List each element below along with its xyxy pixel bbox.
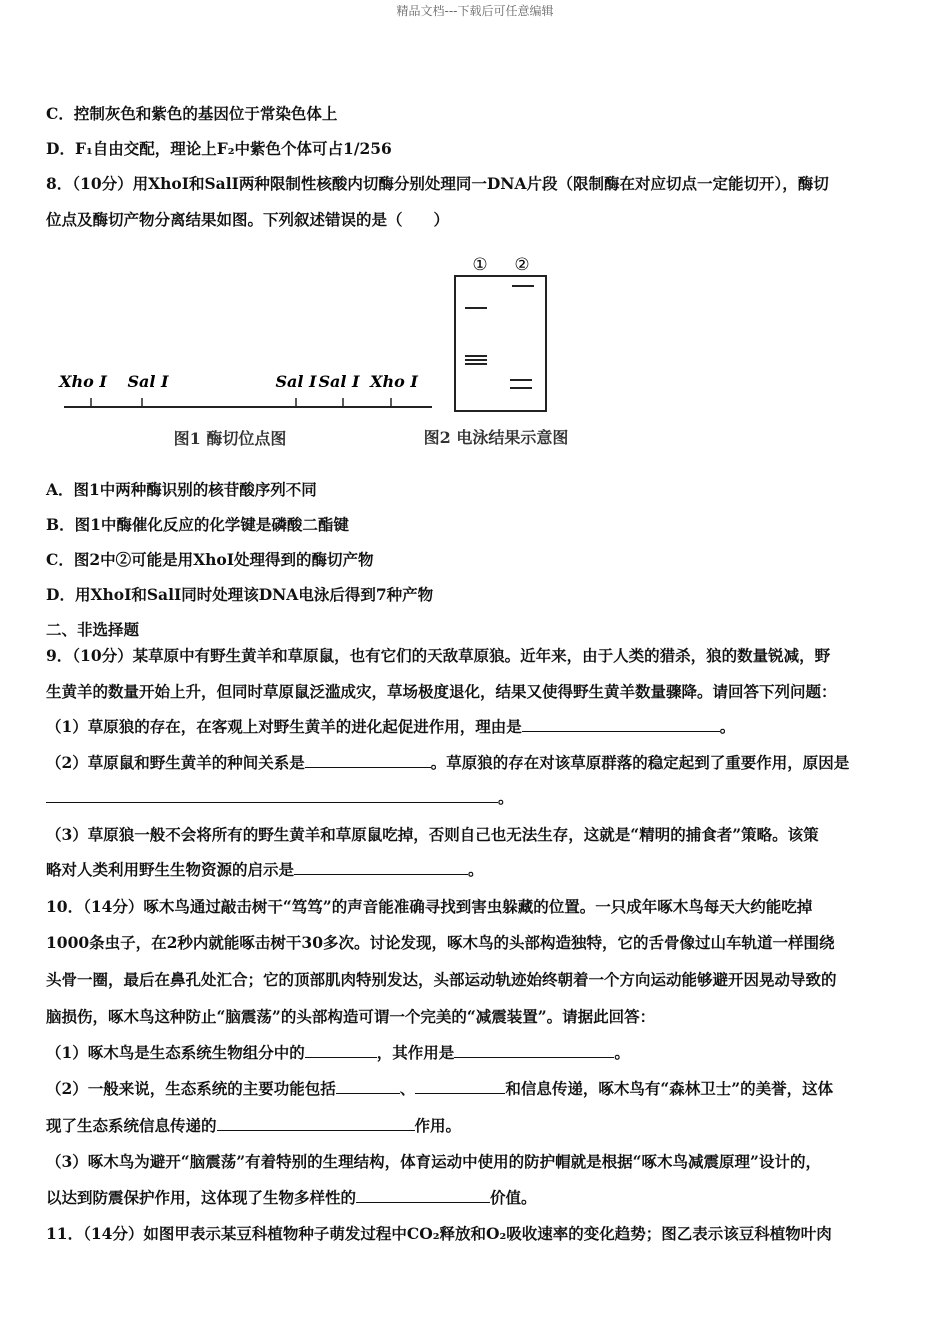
q9-part1: （1）草原狼的存在，在客观上对野生黄羊的进化起促进作用，理由是 。	[46, 717, 736, 736]
q9-stem-line2: 生黄羊的数量开始上升，但同时草原鼠泛滥成灾，草场极度退化，结果又使得野生黄羊数量骤降。请回答下列问题：	[46, 682, 837, 701]
answer-blank[interactable]	[46, 788, 498, 803]
q10-stem-line1: 10．（14分）啄木鸟通过敲击树干“笃笃”的声音能准确寻找到害虫躲藏的位置。一只成年啄木鸟每天大约能吃掉	[46, 897, 813, 916]
page-header: 精品文档---下载后可任意编辑	[396, 4, 554, 18]
answer-blank[interactable]	[415, 1079, 505, 1094]
q8-stem-line2: 位点及酶切产物分离结果如图。下列叙述错误的是（ ）	[46, 210, 450, 229]
q8-option-b: B．图1中酶催化反应的化学键是磷酸二酯键	[46, 515, 349, 534]
q10-part3-line2: 以达到防震保护作用，这体现了生物多样性的 价值。	[46, 1188, 537, 1207]
q10-stem-line2: 1000条虫子，在2秒内就能啄击树干30多次。讨论发现，啄木鸟的头部构造独特，它的舌骨像过山车轨道一样围绕	[46, 933, 835, 952]
q11-stem-line1: 11．（14分）如图甲表示某豆科植物种子萌发过程中CO₂释放和O₂吸收速率的变化趋势；图乙表示该豆科植物叶肉	[46, 1224, 832, 1243]
gel-box	[455, 276, 546, 411]
q10-part3-line1: （3）啄木鸟为避开“脑震荡”有着特别的生理结构，体育运动中使用的防护帽就是根据“啄木鸟减震原理”设计的，	[46, 1152, 821, 1171]
q9-part2-cont: 。	[46, 788, 906, 808]
q10-stem-line3: 头骨一圈，最后在鼻孔处汇合；它的顶部肌肉特别发达，头部运动轨迹始终朝着一个方向运动能够避开因晃动导致的	[46, 970, 837, 989]
answer-blank[interactable]	[305, 753, 431, 768]
fig1-caption: 图1 酶切位点图	[173, 429, 287, 448]
site-label-4: Sal I	[318, 372, 360, 391]
answer-blank[interactable]	[336, 1079, 400, 1094]
q8-option-a: A．图1中两种酶识别的核苷酸序列不同	[46, 480, 317, 499]
fig1-site-map	[58, 372, 432, 448]
section-heading: 二、非选择题	[46, 620, 140, 639]
q10-part2-line1: （2）一般来说，生态系统的主要功能包括 、 和信息传递，啄木鸟有“森林卫士”的美誉，这体	[46, 1079, 834, 1098]
q10-stem-line4: 脑损伤，啄木鸟这种防止“脑震荡”的头部构造可谓一个完美的“减震装置”。请据此回答：	[46, 1007, 656, 1026]
q9-part2: （2）草原鼠和野生黄羊的种间关系是 。草原狼的存在对该草原群落的稳定起到了重要作用，原因是	[46, 753, 850, 772]
q9-part3-line1: （3）草原狼一般不会将所有的野生黄羊和草原鼠吃掉，否则自己也无法生存，这就是“精明的捕食者”策略。该策	[46, 825, 819, 844]
q9-part3-line2: 略对人类利用野生生物资源的启示是 。	[46, 860, 484, 879]
answer-blank[interactable]	[305, 1043, 377, 1058]
q8-figure	[0, 240, 950, 460]
lane-label-2: ②	[514, 255, 530, 275]
site-label-5: Xho I	[370, 372, 418, 391]
answer-blank[interactable]	[217, 1116, 415, 1131]
answer-blank[interactable]	[522, 717, 720, 732]
site-label-1: Xho I	[59, 372, 107, 391]
answer-blank[interactable]	[356, 1188, 490, 1203]
q8-option-c: C．图2中②可能是用XhoI处理得到的酶切产物	[46, 550, 374, 569]
q7-option-d: D．F₁自由交配，理论上F₂中紫色个体可占1/256	[46, 139, 392, 158]
q7-option-c: C．控制灰色和紫色的基因位于常染色体上	[46, 104, 338, 123]
site-label-3: Sal I	[275, 372, 317, 391]
q10-part2-line2: 现了生态系统信息传递的 作用。	[46, 1116, 462, 1135]
fig2-caption: 图2 电泳结果示意图	[423, 428, 569, 447]
q10-part1: （1）啄木鸟是生态系统生物组分中的 ，其作用是 。	[46, 1043, 630, 1062]
site-label-2: Sal I	[127, 372, 169, 391]
q9-stem-line1: 9．（10分）某草原中有野生黄羊和草原鼠，也有它们的天敌草原狼。近年来，由于人类的猎杀，狼的数量锐减，野	[46, 646, 831, 665]
q8-stem-line1: 8．（10分）用XhoI和SalI两种限制性核酸内切酶分别处理同一DNA片段（限制酶在对应切点一定能切开），酶切	[46, 174, 829, 193]
fig2-gel	[424, 255, 569, 447]
q8-option-d: D．用XhoI和SalI同时处理该DNA电泳后得到7种产物	[46, 585, 434, 604]
answer-blank[interactable]	[294, 860, 468, 875]
lane-label-1: ①	[472, 255, 488, 275]
answer-blank[interactable]	[454, 1043, 614, 1058]
